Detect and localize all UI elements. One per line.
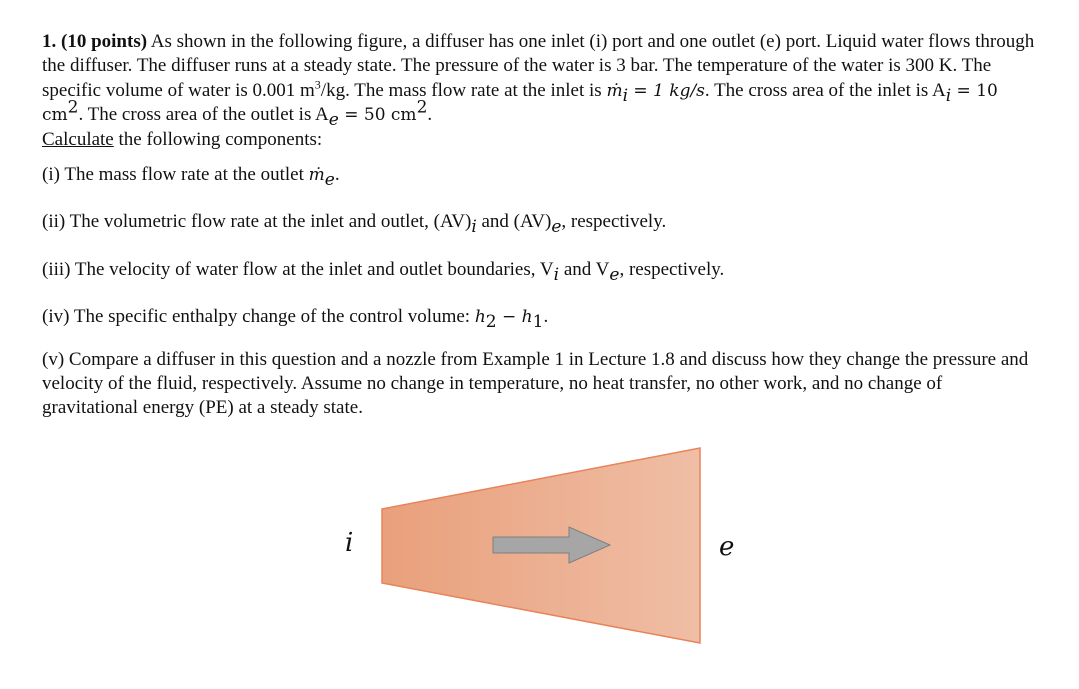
problem-statement: 1. (10 points) As shown in the following figure, a diffuser has one inlet (i) port and one outlet (e) port. Liquid water flows through the diffuser. The diffuser runs at a steady state. The pressure of the water is 3 bar. The temperature of the water is 300 K. The specific volume of water is 0.001 $m^3/kg$. The mass flow rate at the inlet is ṁ$_i$ = 1 kg/s. The cross area of the inlet is $A_i = 10$ $cm^2$. The cross area of the outlet is $A_e = 50$ $cm^2$. Calculate the following components: [42,31,1035,150]
problem-text [42,30,1042,421]
inlet-label: i [345,528,354,558]
question-i: (i) The mass flow rate at the outlet ṁ$_e$. [42,164,340,190]
calculate-word: Calculate [42,128,114,150]
question-iv: (iv) The specific enthalpy change of the control volume: $h_2 - h_1$. [42,306,549,333]
question-iii: (iii) The velocity of water flow at the inlet and outlet boundaries, $V_i$ and $V_e$, respectively. [42,258,725,285]
outlet-label: e [719,532,735,562]
diffuser-body [382,448,700,643]
problem-heading: 1. (10 points) [42,31,148,52]
flow-direction-arrow-icon [493,527,610,563]
question-ii: (ii) The volumetric flow rate at the inlet and outlet, $(AV)_i$ and $(AV)_e$, respectively. [42,211,667,238]
question-v: (v) Compare a diffuser in this question and a nozzle from Example 1 in Lecture 1.8 and discuss how they change the pressure and velocity of the fluid, respectively. Assume no change in temperature, no heat transfer, no other work, and no change of gravitational energy (PE) at a steady state. [42,348,1029,419]
